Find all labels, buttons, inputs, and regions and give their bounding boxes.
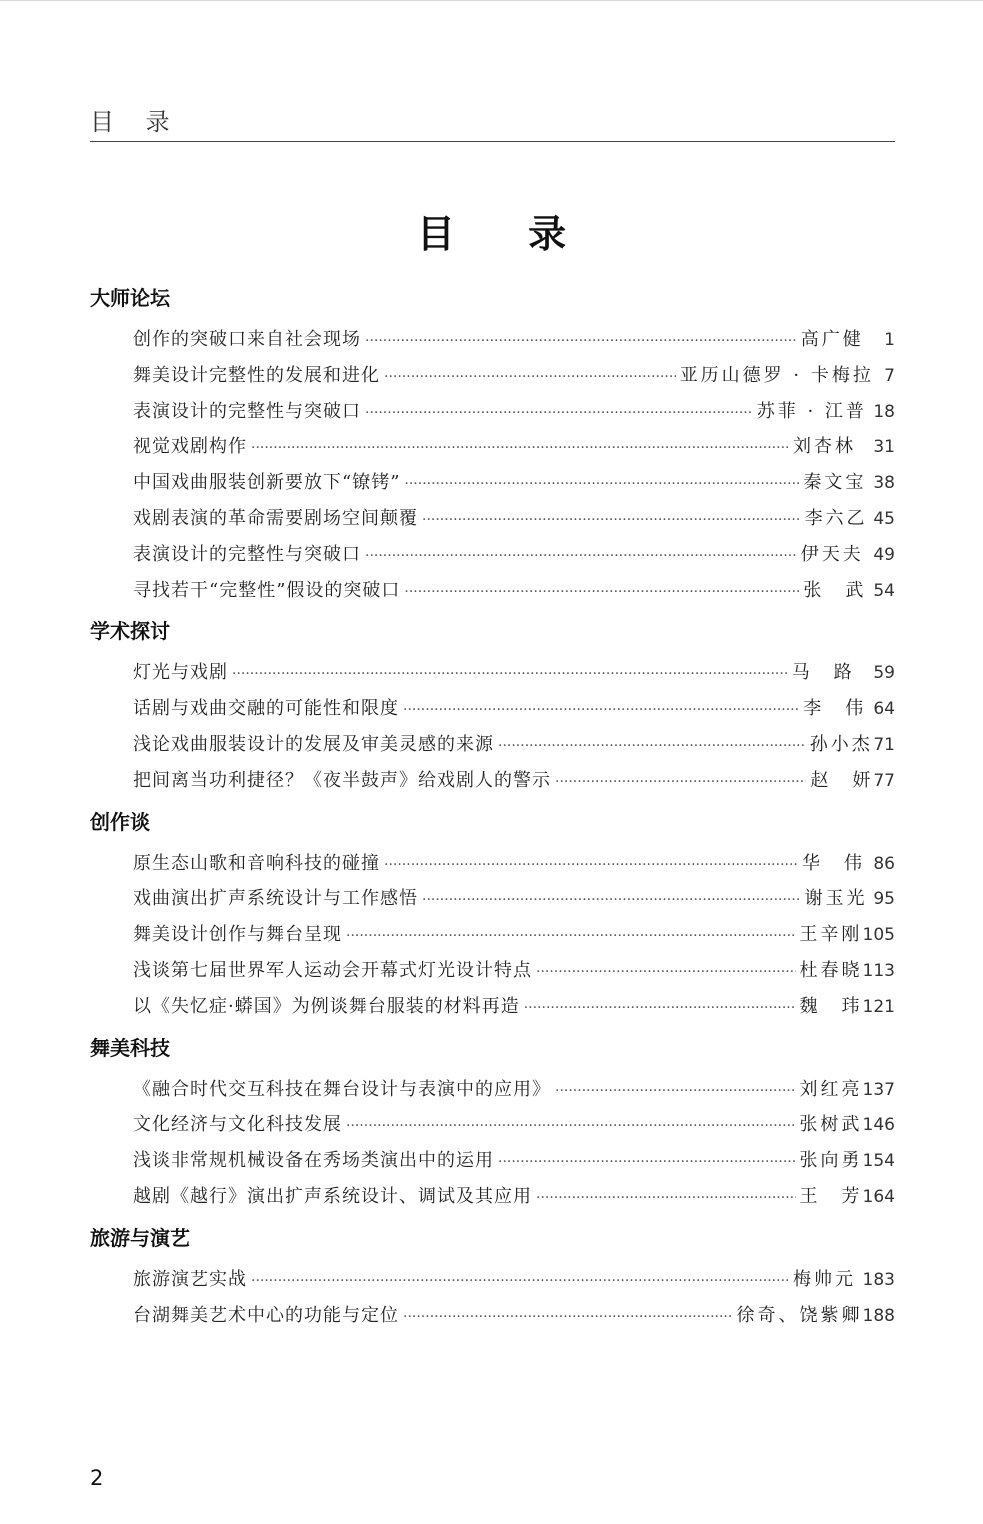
- toc-entry[interactable]: [90, 429, 895, 465]
- dot-leader: [555, 765, 806, 801]
- dot-leader: [403, 1300, 733, 1336]
- entry-title: 文化经济与文化科技发展: [133, 1114, 342, 1136]
- dot-leader: [555, 1074, 796, 1110]
- dot-leader: [346, 1109, 795, 1145]
- entry-page-number: 49: [873, 544, 895, 565]
- dot-leader: [404, 575, 799, 611]
- dot-leader: [251, 1264, 789, 1300]
- toc-entry[interactable]: [90, 465, 895, 501]
- entry-page-number: 154: [862, 1151, 895, 1172]
- entry-title: 灯光与戏剧: [133, 662, 228, 684]
- section-heading: 创作谈: [90, 809, 150, 834]
- dot-leader: [365, 324, 797, 360]
- entry-title: 表演设计的完整性与突破口: [133, 543, 361, 565]
- entry-author: 刘杏林: [793, 436, 856, 458]
- entry-author: 苏菲 · 江普: [756, 400, 867, 422]
- entry-title: 浅谈非常规机械设备在秀场类演出中的运用: [133, 1150, 494, 1172]
- entry-title: 《融合时代交互科技在舞台设计与表演中的应用》: [133, 1078, 551, 1100]
- entry-page-number: 1: [884, 330, 895, 350]
- entry-author: 赵 妍: [810, 769, 874, 791]
- entry-author: 高广健: [800, 329, 864, 350]
- entry-list: [90, 650, 895, 802]
- entry-author: 王 芳: [799, 1185, 863, 1207]
- entry-page-number: 121: [862, 996, 895, 1017]
- toc-entry[interactable]: [90, 394, 895, 430]
- section-heading: 舞美科技: [90, 1035, 170, 1060]
- dot-leader: [384, 360, 676, 396]
- dot-leader: [524, 991, 796, 1027]
- entry-page-number: 105: [862, 925, 895, 946]
- entry-title: 浅谈第七届世界军人运动会开幕式灯光设计特点: [133, 959, 532, 981]
- entry-page-number: 183: [862, 1269, 895, 1290]
- entry-author: 马 路: [791, 662, 855, 684]
- entry-author: 华 伟: [801, 852, 865, 874]
- entry-title: 戏剧表演的革命需要剧场空间颠覆: [133, 507, 418, 529]
- entry-author: 张 武: [803, 579, 867, 601]
- entry-title: 创作的突破口来自社会现场: [133, 329, 361, 350]
- toc-entry[interactable]: [90, 358, 895, 394]
- entry-author: 杜春晓: [799, 959, 863, 981]
- entry-author: 谢玉光: [804, 888, 868, 910]
- entry-title: 舞美设计完整性的发展和进化: [133, 364, 380, 386]
- entry-author: 张树武: [799, 1114, 863, 1136]
- toc-entry[interactable]: [90, 881, 895, 917]
- toc-entry[interactable]: [90, 917, 895, 953]
- entry-title: 以《失忆症·蟒国》为例谈舞台服装的材料再造: [133, 995, 520, 1017]
- entry-author: 徐奇、饶紫卿: [736, 1304, 863, 1326]
- entry-page-number: 77: [873, 770, 895, 791]
- entry-list: [90, 317, 895, 612]
- entry-title: 视觉戏剧构作: [133, 436, 247, 458]
- toc-entry[interactable]: [90, 655, 895, 691]
- dot-leader: [422, 503, 801, 539]
- dot-leader: [403, 693, 799, 729]
- toc-entry[interactable]: [90, 989, 895, 1025]
- dot-leader: [422, 883, 801, 919]
- entry-author: 亚历山德罗 · 卡梅拉: [679, 364, 874, 386]
- toc-section: [90, 1029, 895, 1219]
- entry-author: 刘红亮: [799, 1078, 863, 1100]
- entry-title: 把间离当功利捷径？《夜半鼓声》给戏剧人的警示: [133, 769, 551, 791]
- entry-author: 秦文宝: [803, 472, 867, 494]
- entry-list: [90, 1257, 895, 1338]
- dot-leader: [365, 396, 753, 432]
- toc-entry[interactable]: [90, 1262, 895, 1298]
- dot-leader: [404, 467, 799, 503]
- entry-title: 寻找若干“完整性”假设的突破口: [133, 579, 401, 601]
- toc-entry[interactable]: [90, 846, 895, 882]
- entry-author: 王辛刚: [799, 924, 863, 946]
- toc-entry[interactable]: [90, 322, 895, 358]
- toc-entry[interactable]: [90, 953, 895, 989]
- dot-leader: [346, 919, 795, 955]
- dot-leader: [498, 729, 806, 765]
- toc-entry[interactable]: [90, 691, 895, 727]
- section-heading: 旅游与演艺: [90, 1225, 190, 1250]
- entry-page-number: 146: [862, 1115, 895, 1136]
- entry-list: [90, 841, 895, 1029]
- toc-section: [90, 803, 895, 1029]
- dot-leader: [365, 539, 797, 575]
- header-rule: [90, 141, 895, 142]
- entry-page-number: 54: [873, 580, 895, 601]
- page-number: 2: [90, 1466, 104, 1490]
- toc-entry[interactable]: [90, 501, 895, 537]
- entry-title: 表演设计的完整性与突破口: [133, 400, 361, 422]
- dot-leader: [536, 955, 796, 991]
- toc-entry[interactable]: [90, 537, 895, 573]
- entry-page-number: 95: [873, 889, 895, 910]
- entry-page-number: 71: [873, 734, 895, 755]
- dot-leader: [232, 657, 788, 693]
- entry-title: 浅论戏曲服装设计的发展及审美灵感的来源: [133, 733, 494, 755]
- entry-author: 伊天夫: [800, 543, 864, 565]
- toc-entry[interactable]: [90, 1072, 895, 1108]
- entry-page-number: 7: [884, 365, 895, 386]
- toc-entry[interactable]: [90, 1107, 895, 1143]
- section-heading: 大师论坛: [90, 286, 170, 310]
- toc-entry[interactable]: [90, 1179, 895, 1215]
- entry-title: 舞美设计创作与舞台呈现: [133, 924, 342, 946]
- dot-leader: [498, 1145, 796, 1181]
- toc-section: [90, 279, 895, 612]
- top-border-line: [0, 0, 983, 1]
- entry-title: 中国戏曲服装创新要放下“镣铐”: [133, 472, 401, 494]
- entry-page-number: 137: [862, 1079, 895, 1100]
- entry-page-number: 31: [873, 437, 895, 458]
- page-title: 目 录: [416, 212, 597, 256]
- entry-page-number: 59: [873, 663, 895, 684]
- entry-page-number: 45: [873, 508, 895, 529]
- entry-page-number: 64: [873, 699, 895, 720]
- entry-title: 越剧《越行》演出扩声系统设计、调试及其应用: [133, 1185, 532, 1207]
- toc-entry[interactable]: [90, 1298, 895, 1334]
- dot-leader: [251, 431, 789, 467]
- toc-section: [90, 612, 895, 802]
- entry-page-number: 113: [862, 960, 895, 981]
- entry-page-number: 188: [862, 1305, 895, 1326]
- entry-page-number: 164: [862, 1186, 895, 1207]
- toc-entry[interactable]: [90, 727, 895, 763]
- entry-title: 旅游演艺实战: [133, 1268, 247, 1290]
- table-of-contents: [90, 279, 895, 1337]
- dot-leader: [536, 1181, 796, 1217]
- entry-title: 戏曲演出扩声系统设计与工作感悟: [133, 888, 418, 910]
- entry-page-number: 38: [873, 473, 895, 494]
- entry-author: 张向勇: [799, 1150, 863, 1172]
- entry-author: 孙小杰: [809, 733, 873, 755]
- dot-leader: [384, 848, 798, 884]
- toc-entry[interactable]: [90, 763, 895, 799]
- running-header: 目 录: [90, 108, 182, 136]
- toc-entry[interactable]: [90, 573, 895, 609]
- entry-page-number: 86: [873, 853, 895, 874]
- entry-author: 李六乙: [804, 507, 868, 529]
- entry-author: 魏 玮: [799, 995, 863, 1017]
- section-heading: 学术探讨: [90, 619, 170, 644]
- entry-list: [90, 1067, 895, 1219]
- toc-entry[interactable]: [90, 1143, 895, 1179]
- entry-page-number: 18: [873, 401, 895, 422]
- toc-section: [90, 1219, 895, 1338]
- entry-title: 原生态山歌和音响科技的碰撞: [133, 852, 380, 874]
- entry-author: 梅帅元: [793, 1268, 856, 1290]
- entry-title: 话剧与戏曲交融的可能性和限度: [133, 698, 399, 720]
- entry-author: 李 伟: [803, 698, 867, 720]
- entry-title: 台湖舞美艺术中心的功能与定位: [133, 1304, 399, 1326]
